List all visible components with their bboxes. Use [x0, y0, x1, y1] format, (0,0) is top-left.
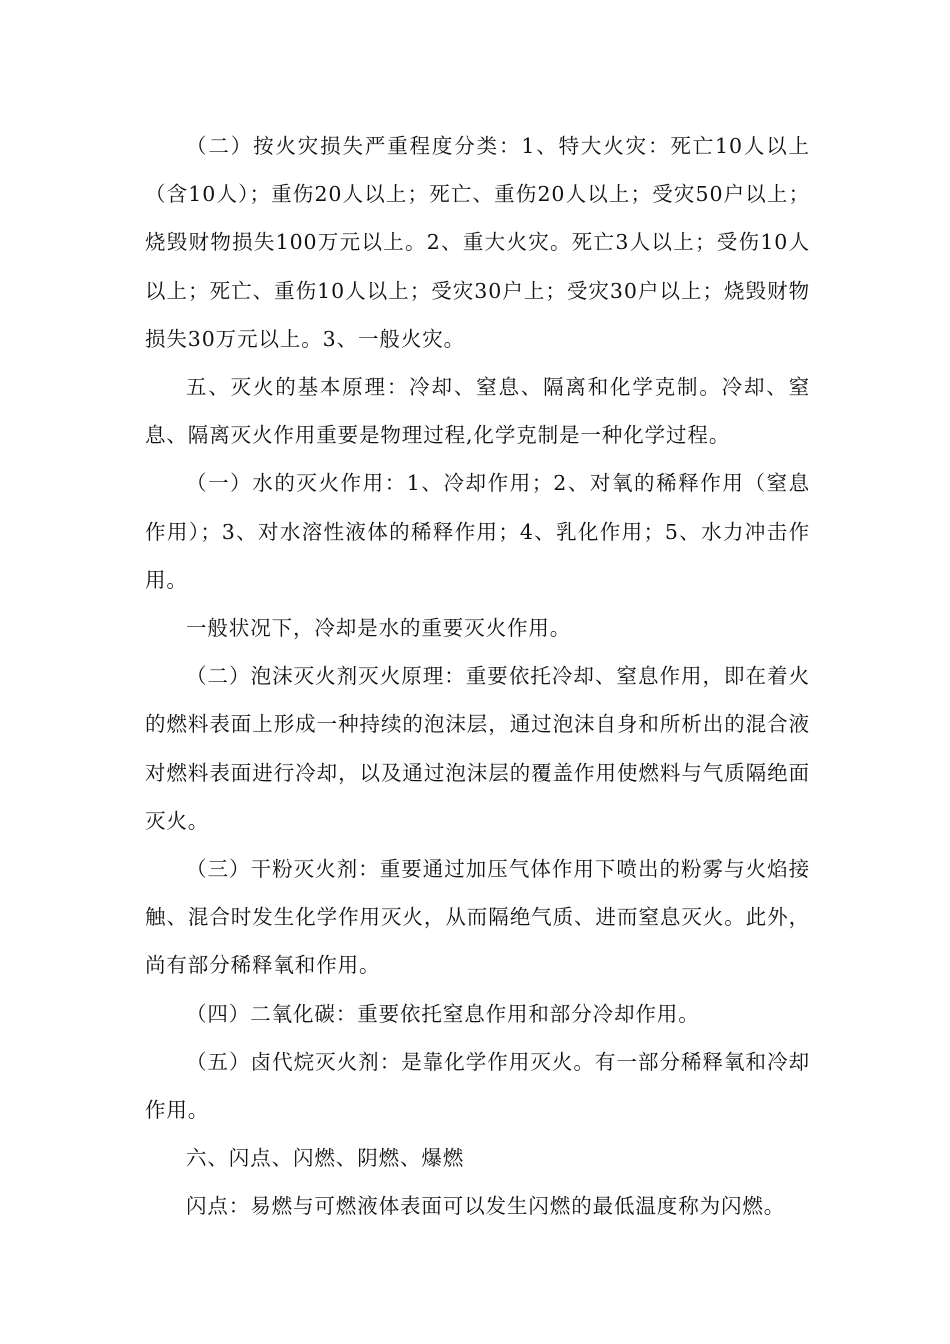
document-body: [145, 122, 810, 1231]
paragraph-water-effects: （一）水的灭火作用：1、冷却作用；2、对氧的稀释作用（窒息作用）；3、对水溶性液体的稀释作用；4、乳化作用；5、水力冲击作用。: [145, 471, 810, 592]
paragraph-dry-powder: （三）干粉灭火剂：重要通过加压气体作用下喷出的粉雾与火焰接触、混合时发生化学作用灭火，从而隔绝气质、进而窒息灭火。此外，尚有部分稀释氧和作用。: [145, 857, 810, 978]
section-heading-flash-point: 六、闪点、闪燃、阴燃、爆燃: [186, 1146, 465, 1171]
paragraph-carbon-dioxide: （四）二氧化碳：重要依托窒息作用和部分冷却作用。: [186, 1001, 700, 1026]
paragraph-water-cooling: 一般状况下，冷却是水的重要灭火作用。: [186, 616, 572, 641]
paragraph-foam-agent: （二）泡沫灭火剂灭火原理：重要依托冷却、窒息作用，即在着火的燃料表面上形成一种持续的泡沫层，通过泡沫自身和所析出的混合液对燃料表面进行冷却，以及通过泡沫层的覆盖作用使燃料与气质隔绝面灭火。: [145, 664, 810, 833]
paragraph-flash-point-definition: 闪点：易燃与可燃液体表面可以发生闪燃的最低温度称为闪燃。: [186, 1194, 786, 1219]
paragraph-extinguishing-principles: 五、灭火的基本原理：冷却、窒息、隔离和化学克制。冷却、窒息、隔离灭火作用重要是物理过程,化学克制是一种化学过程。: [145, 375, 810, 448]
paragraph-halon-agent: （五）卤代烷灭火剂：是靠化学作用灭火。有一部分稀释氧和冷却作用。: [145, 1049, 810, 1123]
paragraph-fire-loss-classification: （二）按火灾损失严重程度分类：1、特大火灾：死亡10人以上（含10人）；重伤20人以上；死亡、重伤20人以上；受灾50户以上；烧毁财物损失100万元以上。2、重大火灾。死亡3人以上；受伤10人以上；死亡、重伤10人以上；受灾30户上；受灾30户以上；烧毁财物损失30万元以上。3、一般火灾。: [145, 134, 810, 351]
